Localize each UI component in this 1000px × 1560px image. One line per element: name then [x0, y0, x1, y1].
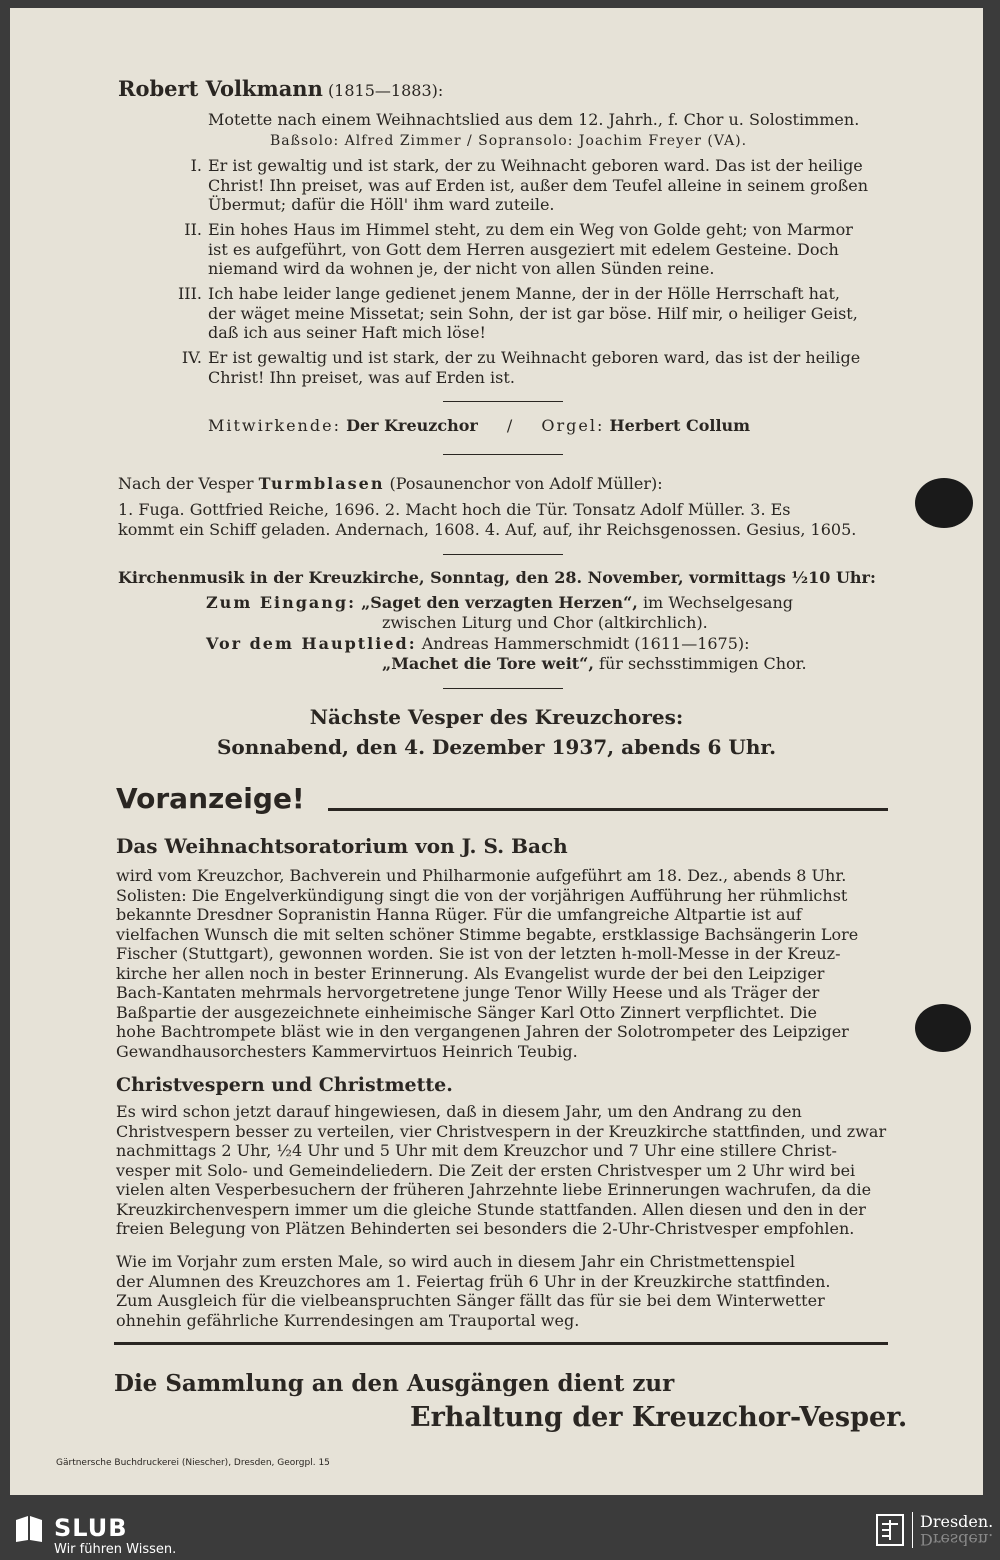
- hauptlied-rest: Andreas Hammerschmidt (1611—1675):: [421, 634, 750, 653]
- divider: [443, 688, 563, 689]
- verse-number: II.: [184, 220, 202, 239]
- hauptlied-title: „Machet die Tore weit“,: [382, 654, 594, 673]
- text-line: Christvespern besser zu verteilen, vier Christvespern in der Kreuzkirche stattfinden, und zwar: [116, 1121, 887, 1141]
- divider: [443, 454, 563, 455]
- text-line: der Alumnen des Kreuzchores am 1. Feiertag früh 6 Uhr in der Kreuzkirche stattfinden.: [116, 1271, 831, 1291]
- text-line: freien Belegung von Plätzen Behinderten sei besonders die 2-Uhr-Christvesper empfohlen.: [116, 1219, 855, 1238]
- verse-number: IV.: [181, 348, 202, 367]
- text-line: Bach-Kantaten mehrmals hervorgetretene junge Tenor Willy Heese und als Träger der: [116, 983, 820, 1002]
- text-line: vesper mit Solo- und Gemeindeliedern. Die Zeit der ersten Christvesper um 2 Uhr wird bei: [116, 1160, 856, 1180]
- program-line: kommt ein Schiff geladen. Andernach, 1608. 4. Auf, auf, ihr Reichsgenossen. Gesius, 1605.: [118, 519, 857, 539]
- eingang-title: „Saget den verzagten Herzen“,: [361, 593, 638, 612]
- composer-years: (1815—1883):: [327, 81, 444, 100]
- turmblasen-title: Turmblasen: [258, 474, 385, 493]
- choir-name: Der Kreuzchor: [346, 416, 478, 435]
- text-line: wird vom Kreuzchor, Bachverein und Philharmonie aufgeführt am 18. Dez., abends 8 Uhr.: [116, 866, 847, 885]
- verse-line: daß ich aus seiner Haft mich löse!: [208, 323, 486, 342]
- soloists-line: Baßsolo: Alfred Zimmer / Sopransolo: Joachim Freyer (VA).: [270, 133, 748, 149]
- separator: /: [506, 416, 513, 435]
- text-line: hohe Bachtrompete bläst wie in den vergangenen Jahren der Solotrompeter des Leipziger: [116, 1022, 849, 1041]
- eingang-rest: im Wechselgesang: [642, 593, 793, 612]
- turmblasen-heading: [118, 474, 663, 493]
- hauptlied-end: für sechsstimmigen Chor.: [599, 654, 807, 673]
- christmette-text: [116, 1252, 830, 1330]
- dresden-emblem-icon: [876, 1514, 904, 1546]
- text-line: kirche her allen noch in bester Erinnerung. Als Evangelist wurde der bei den Leipziger: [116, 963, 825, 983]
- organist-name: Herbert Collum: [609, 416, 751, 435]
- organ-label: Orgel:: [541, 416, 605, 435]
- verse-line: Christ! Ihn preiset, was auf Erden ist.: [208, 367, 515, 387]
- eingang-label: Zum Eingang:: [206, 593, 356, 612]
- text-line: vielfachen Wunsch die mit selten schöner Stimme begabte, erstklassige Bachsängerin Lore: [116, 924, 859, 944]
- composer-name: Robert Volkmann: [118, 76, 323, 101]
- christvesper-title: Christvespern und Christmette.: [116, 1074, 453, 1096]
- collection-line2: Erhaltung der Kreuzchor-Vesper.: [410, 1402, 908, 1433]
- text-line: Fischer (Stuttgart), gewonnen worden. Sie ist von der letzten h-moll-Messe in der Kreuz-: [116, 944, 841, 963]
- text-line: Solisten: Die Engelverkündigung singt die von der vorjährigen Aufführung her rühmlichst: [116, 885, 848, 905]
- verse-number: III.: [177, 284, 202, 303]
- oratorium-text: [116, 866, 858, 1061]
- turmblasen-program: [118, 500, 856, 539]
- performers-label: Mitwirkende:: [208, 416, 341, 435]
- text-line: bekannte Dresdner Sopranistin Hanna Rüger. Für die umfangreiche Altpartie ist auf: [116, 905, 802, 924]
- hauptlied-label: Vor dem Hauptlied:: [206, 634, 417, 653]
- eingang-line2: zwischen Liturg und Chor (altkirchlich).: [382, 613, 708, 632]
- verse-line: der wäget meine Missetat; sein Sohn, der ist gar böse. Hilf mir, o heiliger Geist,: [208, 303, 858, 323]
- verse-text: [208, 156, 868, 215]
- eingang-line: [206, 593, 793, 612]
- verse-text: [208, 284, 858, 343]
- turmblasen-intro: Nach der Vesper: [118, 474, 254, 493]
- verse-number: I.: [190, 156, 202, 175]
- dresden-text-reflection: Dresden.: [920, 1530, 994, 1549]
- text-line: Baßpartie der ausgezeichnete einheimische Sänger Karl Otto Zinnert verpflichtet. Die: [116, 1002, 817, 1022]
- text-line: Gewandhausorchesters Kammervirtuos Heinrich Teubig.: [116, 1041, 578, 1061]
- church-music-headline: Kirchenmusik in der Kreuzkirche, Sonntag, den 28. November, vormittags ½10 Uhr:: [118, 568, 876, 587]
- verse-line: niemand wird da wohnen je, der nicht von allen Sünden reine.: [208, 259, 715, 278]
- verse-line: ist es aufgeführt, von Gott dem Herren ausgeziert mit edelem Gesteine. Doch: [208, 239, 839, 259]
- bottom-rule: [114, 1342, 888, 1345]
- verse-text: [208, 220, 853, 279]
- composer-heading: [118, 76, 443, 101]
- next-vesper: [10, 702, 983, 762]
- document-page: [10, 8, 983, 1495]
- divider: [443, 401, 563, 402]
- dresden-text: Dresden.: [920, 1512, 994, 1531]
- text-line: Es wird schon jetzt darauf hingewiesen, daß in diesem Jahr, um den Andrang zu den: [116, 1102, 802, 1121]
- text-line: ohnehin gefährliche Kurrendesingen am Trauportal weg.: [116, 1310, 580, 1330]
- slub-tagline: Wir führen Wissen.: [54, 1542, 177, 1557]
- divider: [443, 554, 563, 555]
- collection-line1: Die Sammlung an den Ausgängen dient zur: [114, 1370, 675, 1397]
- printer-imprint: Gärtnersche Buchdruckerei (Niescher), Dresden, Georgpl. 15: [56, 1458, 330, 1468]
- motet-description: Motette nach einem Weihnachtslied aus dem 12. Jahrh., f. Chor u. Solostimmen.: [208, 110, 860, 129]
- verse-text: [208, 348, 860, 387]
- voranzeige-rule: [328, 808, 888, 811]
- footer-separator: [912, 1512, 913, 1548]
- verse-line: Ich habe leider lange gedienet jenem Manne, der in der Hölle Herrschaft hat,: [208, 284, 840, 303]
- verse-line: Er ist gewaltig und ist stark, der zu Weihnacht geboren ward. Das ist der heilige: [208, 156, 863, 175]
- hauptlied-line: [206, 634, 750, 653]
- verse-line: Übermut; dafür die Höll' ihm ward zuteile.: [208, 195, 555, 214]
- text-line: nachmittags 2 Uhr, ½4 Uhr und 5 Uhr mit dem Kreuzchor und 7 Uhr eine stillere Christ-: [116, 1141, 837, 1160]
- voranzeige-title: Voranzeige!: [116, 782, 305, 815]
- verse-line: Er ist gewaltig und ist stark, der zu Weihnacht geboren ward, das ist der heilige: [208, 348, 861, 367]
- text-line: vielen alten Vesperbesuchern der früheren Jahrzehnte liebe Erinnerungen wachrufen, da die: [116, 1180, 872, 1199]
- turmblasen-rest: (Posaunenchor von Adolf Müller):: [389, 474, 663, 493]
- text-line: Zum Ausgleich für die vielbeanspruchten Sänger fällt das für sie bei dem Winterwetter: [116, 1291, 825, 1310]
- christvesper-text: [116, 1102, 886, 1239]
- slub-logo-text: SLUB: [54, 1514, 128, 1542]
- performers-line: [208, 416, 750, 435]
- verse-line: Christ! Ihn preiset, was auf Erden ist, außer dem Teufel alleine in seinem großen: [208, 175, 869, 195]
- oratorium-title: Das Weihnachtsoratorium von J. S. Bach: [116, 834, 568, 858]
- next-vesper-title: Nächste Vesper des Kreuzchores:: [309, 705, 684, 729]
- hauptlied-line2: [382, 654, 807, 673]
- program-line: 1. Fuga. Gottfried Reiche, 1696. 2. Macht hoch die Tür. Tonsatz Adolf Müller. 3. Es: [118, 500, 791, 519]
- text-line: Kreuzkirchenvespern immer um die gleiche Stunde stattfanden. Allen diesen und den in der: [116, 1199, 866, 1219]
- slub-logo-icon: [14, 1514, 44, 1544]
- text-line: Wie im Vorjahr zum ersten Male, so wird auch in diesem Jahr ein Christmettenspiel: [116, 1252, 795, 1271]
- next-vesper-date: Sonnabend, den 4. Dezember 1937, abends 6 Uhr.: [216, 735, 777, 759]
- verse-line: Ein hohes Haus im Himmel steht, zu dem ein Weg von Golde geht; von Marmor: [208, 220, 853, 239]
